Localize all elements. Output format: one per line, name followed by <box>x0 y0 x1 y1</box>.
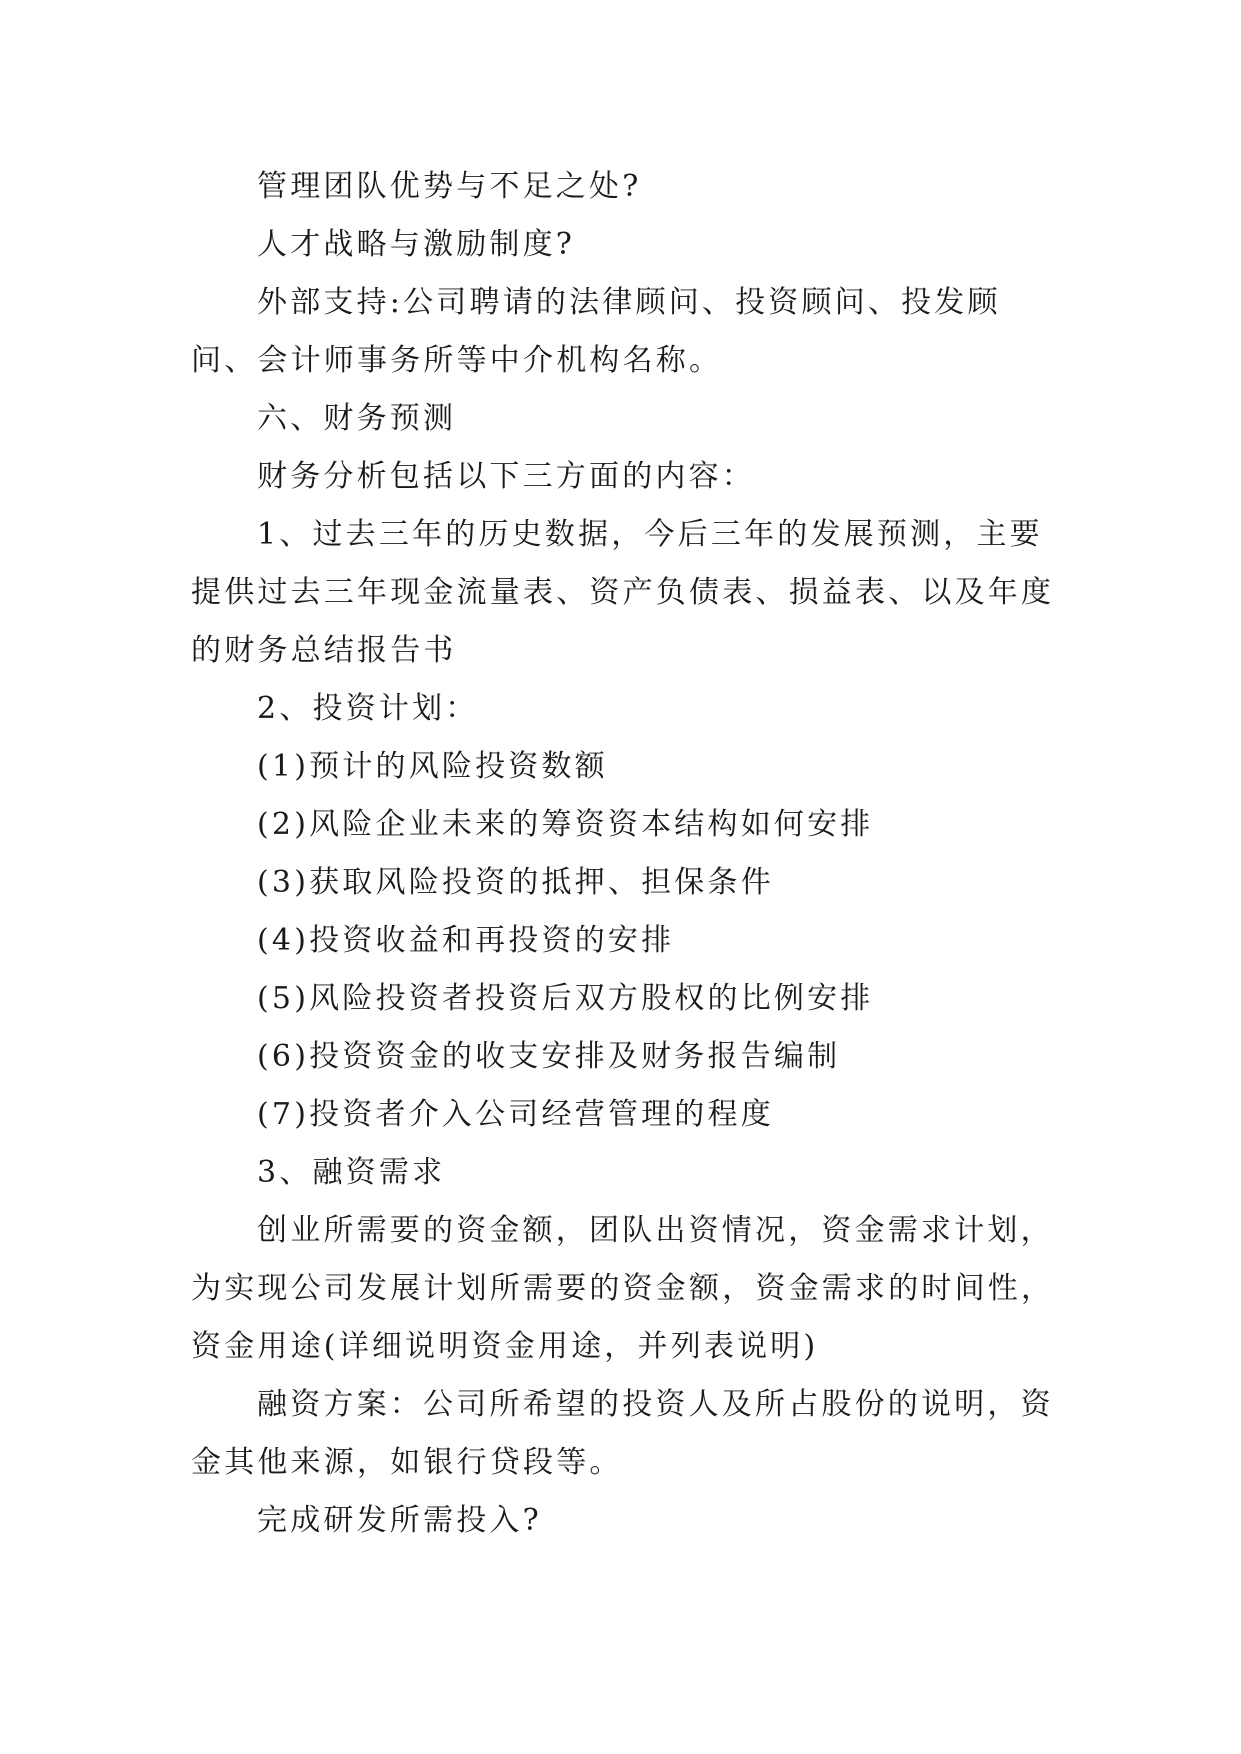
list-item-investment-7: (7)投资者介入公司经营管理的程度 <box>257 1097 774 1132</box>
paragraph-financing-needs-heading: 3、融资需求 <box>257 1155 446 1190</box>
paragraph-team-strengths: 管理团队优势与不足之处? <box>257 169 642 204</box>
list-item-investment-1: (1)预计的风险投资数额 <box>257 749 608 784</box>
list-item-investment-2: (2)风险企业未来的筹资资本结构如何安排 <box>257 807 874 842</box>
list-item-investment-6: (6)投资资金的收支安排及财务报告编制 <box>257 1039 841 1074</box>
document-body <box>191 158 1061 1550</box>
paragraph-external-support: 外部支持:公司聘请的法律顾问、投资顾问、投发顾问、会计师事务所等中介机构名称。 <box>191 285 1001 378</box>
list-item-investment-5: (5)风险投资者投资后双方股权的比例安排 <box>257 981 874 1016</box>
list-item-investment-4: (4)投资收益和再投资的安排 <box>257 923 675 958</box>
paragraph-funding-requirements: 创业所需要的资金额，团队出资情况，资金需求计划，为实现公司发展计划所需要的资金额，资金需求的时间性，资金用途(详细说明资金用途，并列表说明) <box>191 1213 1055 1364</box>
paragraph-investment-plan-heading: 2、投资计划： <box>257 691 479 726</box>
list-item-investment-3: (3)获取风险投资的抵押、担保条件 <box>257 865 774 900</box>
paragraph-talent-strategy: 人才战略与激励制度? <box>257 227 576 262</box>
section-heading-financial-forecast: 六、财务预测 <box>257 401 457 436</box>
paragraph-rd-investment: 完成研发所需投入? <box>257 1503 542 1538</box>
paragraph-financial-analysis-intro: 财务分析包括以下三方面的内容： <box>257 459 755 494</box>
paragraph-historical-data: 1、过去三年的历史数据，今后三年的发展预测，主要提供过去三年现金流量表、资产负债表、损益表、以及年度的财务总结报告书 <box>191 517 1055 668</box>
paragraph-financing-plan: 融资方案：公司所希望的投资人及所占股份的说明，资金其他来源，如银行贷段等。 <box>191 1387 1054 1480</box>
